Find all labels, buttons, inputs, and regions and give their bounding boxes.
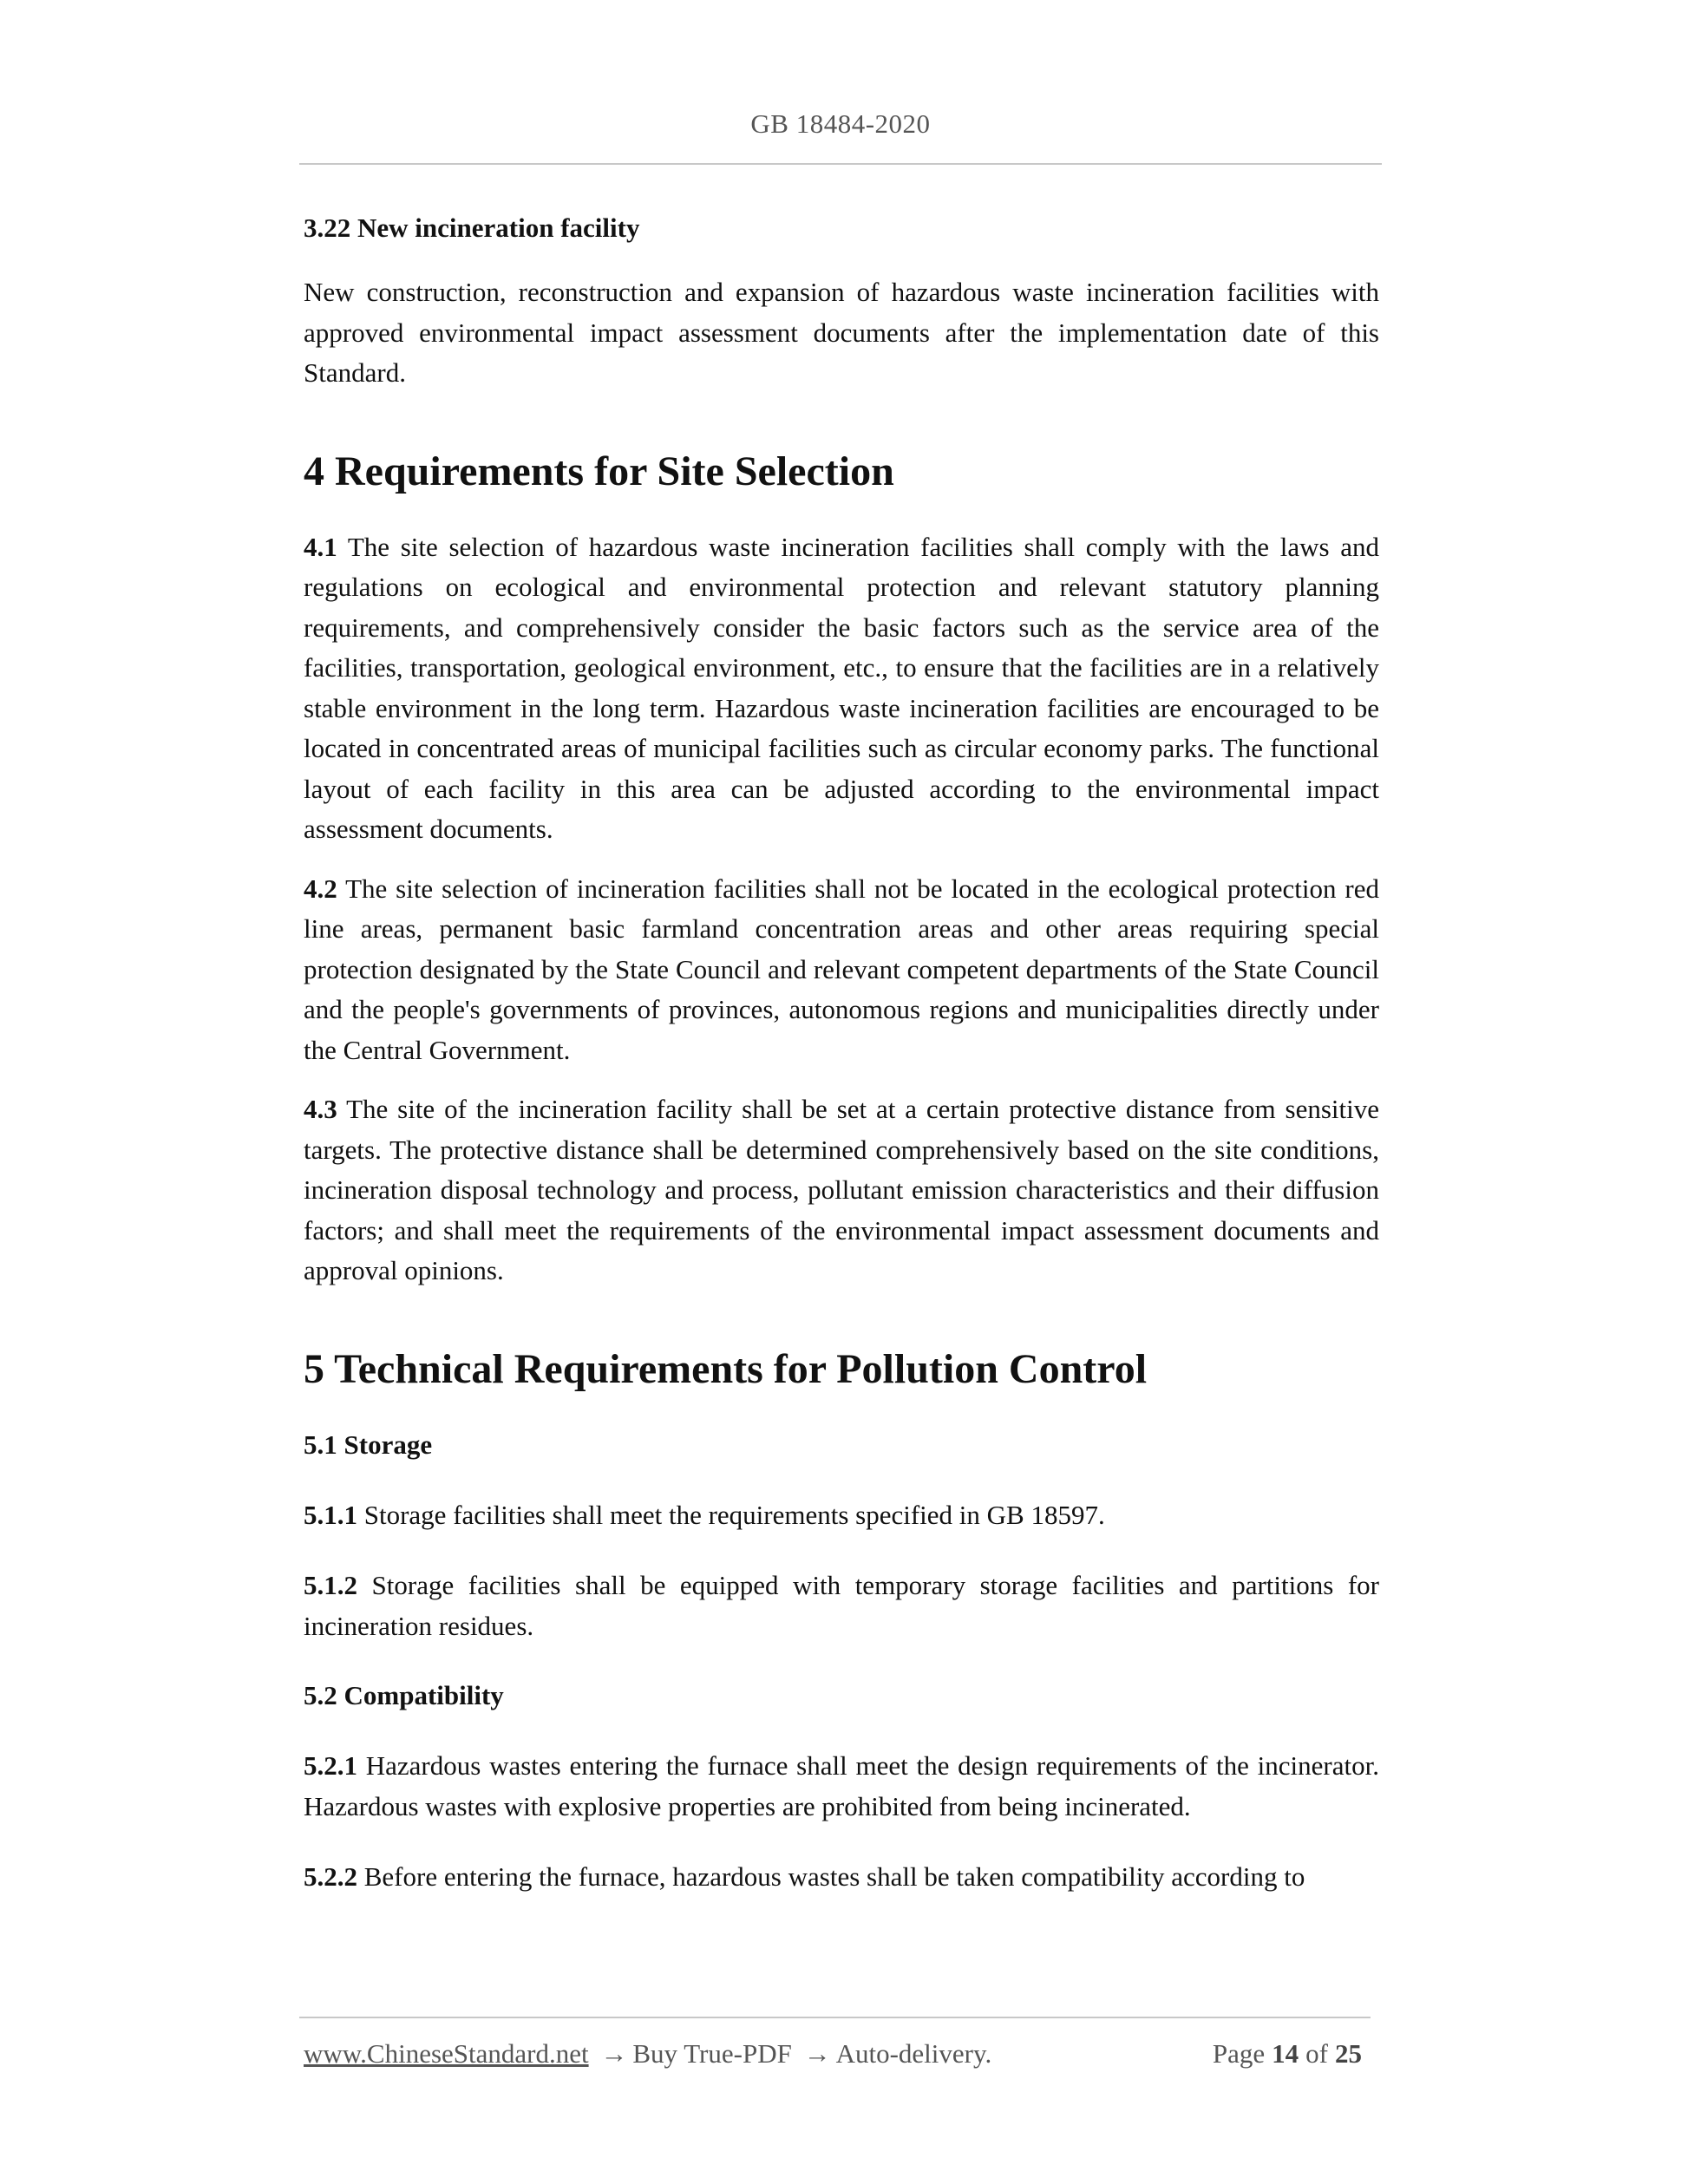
- clause-text: The site selection of hazardous waste incineration facilities shall comply with the laws and regulations on ecological and environmental protection and relevant statutory planning requirements, and comprehensively consider the basic factors such as the service area of the facilities, transportation, geological environment, etc., to ensure that the facilities are in a relatively stable environment in the long term. Hazardous waste incineration facilities are encouraged to be located in concentrated areas of municipal facilities such as circular economy parks. The functional layout of each facility in this area can be adjusted according to the environmental impact assessment documents.: [304, 531, 1379, 844]
- paragraph-4-2: [304, 869, 1379, 1071]
- paragraph-5-2-1: [304, 1746, 1379, 1827]
- clause-text: Storage facilities shall meet the requirements specified in GB 18597.: [357, 1499, 1105, 1530]
- paragraph-4-3: [304, 1089, 1379, 1291]
- heading-section-5: 5 Technical Requirements for Pollution Control: [304, 1345, 1148, 1392]
- heading-5-1: 5.1 Storage: [304, 1429, 433, 1460]
- total-pages: 25: [1335, 2038, 1362, 2069]
- document-body: [304, 208, 1379, 1898]
- page-footer: [304, 2038, 1369, 2070]
- page-header: GB 18484-2020: [750, 108, 931, 139]
- buy-pdf-text: Buy True-PDF: [632, 2038, 792, 2069]
- website-link[interactable]: www.ChineseStandard.net: [304, 2038, 589, 2069]
- heading-3-22: 3.22 New incineration facility: [304, 213, 640, 243]
- paragraph-5-1-2: [304, 1566, 1379, 1646]
- page-counter: [1213, 2038, 1369, 2070]
- clause-text: Storage facilities shall be equipped with temporary storage facilities and partitions for incineration residues.: [304, 1570, 1379, 1641]
- paragraph-5-1-1: [304, 1495, 1379, 1536]
- paragraph-4-1: [304, 527, 1379, 850]
- clause-number: 5.2.2: [304, 1861, 357, 1892]
- clause-text: Hazardous wastes entering the furnace shall meet the design requirements of the incinerator. Hazardous wastes with explosive properties are prohibited from being incinerated.: [304, 1750, 1379, 1821]
- clause-text: The site of the incineration facility shall be set at a certain protective distance from sensitive targets. The protective distance shall be determined comprehensively based on the site conditions, incineration disposal technology and process, pollutant emission characteristics and their diffusion factors; and shall meet the requirements of the environmental impact assessment documents and approval opinions.: [304, 1094, 1379, 1285]
- footer-promo: [304, 2038, 991, 2070]
- clause-number: 4.3: [304, 1094, 337, 1124]
- paragraph-3-22: New construction, reconstruction and expansion of hazardous waste incineration facilities with approved environmental impact assessment documents after the implementation date of this Standard.: [304, 277, 1379, 388]
- of-label: of: [1305, 2038, 1328, 2069]
- page-label: Page: [1212, 2038, 1266, 2069]
- clause-number: 4.1: [304, 531, 337, 562]
- header-divider: [299, 163, 1382, 165]
- paragraph-5-2-2: [304, 1857, 1379, 1898]
- current-page: 14: [1272, 2038, 1299, 2069]
- clause-number: 5.2.1: [304, 1750, 357, 1781]
- arrow-right-icon: →: [803, 2038, 831, 2069]
- heading-section-4: 4 Requirements for Site Selection: [304, 448, 894, 494]
- clause-number: 5.1.2: [304, 1570, 357, 1600]
- clause-text: The site selection of incineration facilities shall not be located in the ecological protection red line areas, permanent basic farmland concentration areas and other areas requiring special protection designated by the State Council and relevant competent departments of the State Council and the people's governments of provinces, autonomous regions and municipalities directly under the Central Government.: [304, 873, 1379, 1065]
- heading-5-2: 5.2 Compatibility: [304, 1680, 504, 1710]
- clause-text: Before entering the furnace, hazardous wastes shall be taken compatibility according to: [357, 1861, 1305, 1892]
- arrow-right-icon: →: [600, 2038, 628, 2069]
- clause-number: 4.2: [304, 873, 337, 904]
- auto-delivery-text: Auto-delivery.: [835, 2038, 992, 2069]
- footer-divider: [299, 2017, 1371, 2018]
- clause-number: 5.1.1: [304, 1499, 357, 1530]
